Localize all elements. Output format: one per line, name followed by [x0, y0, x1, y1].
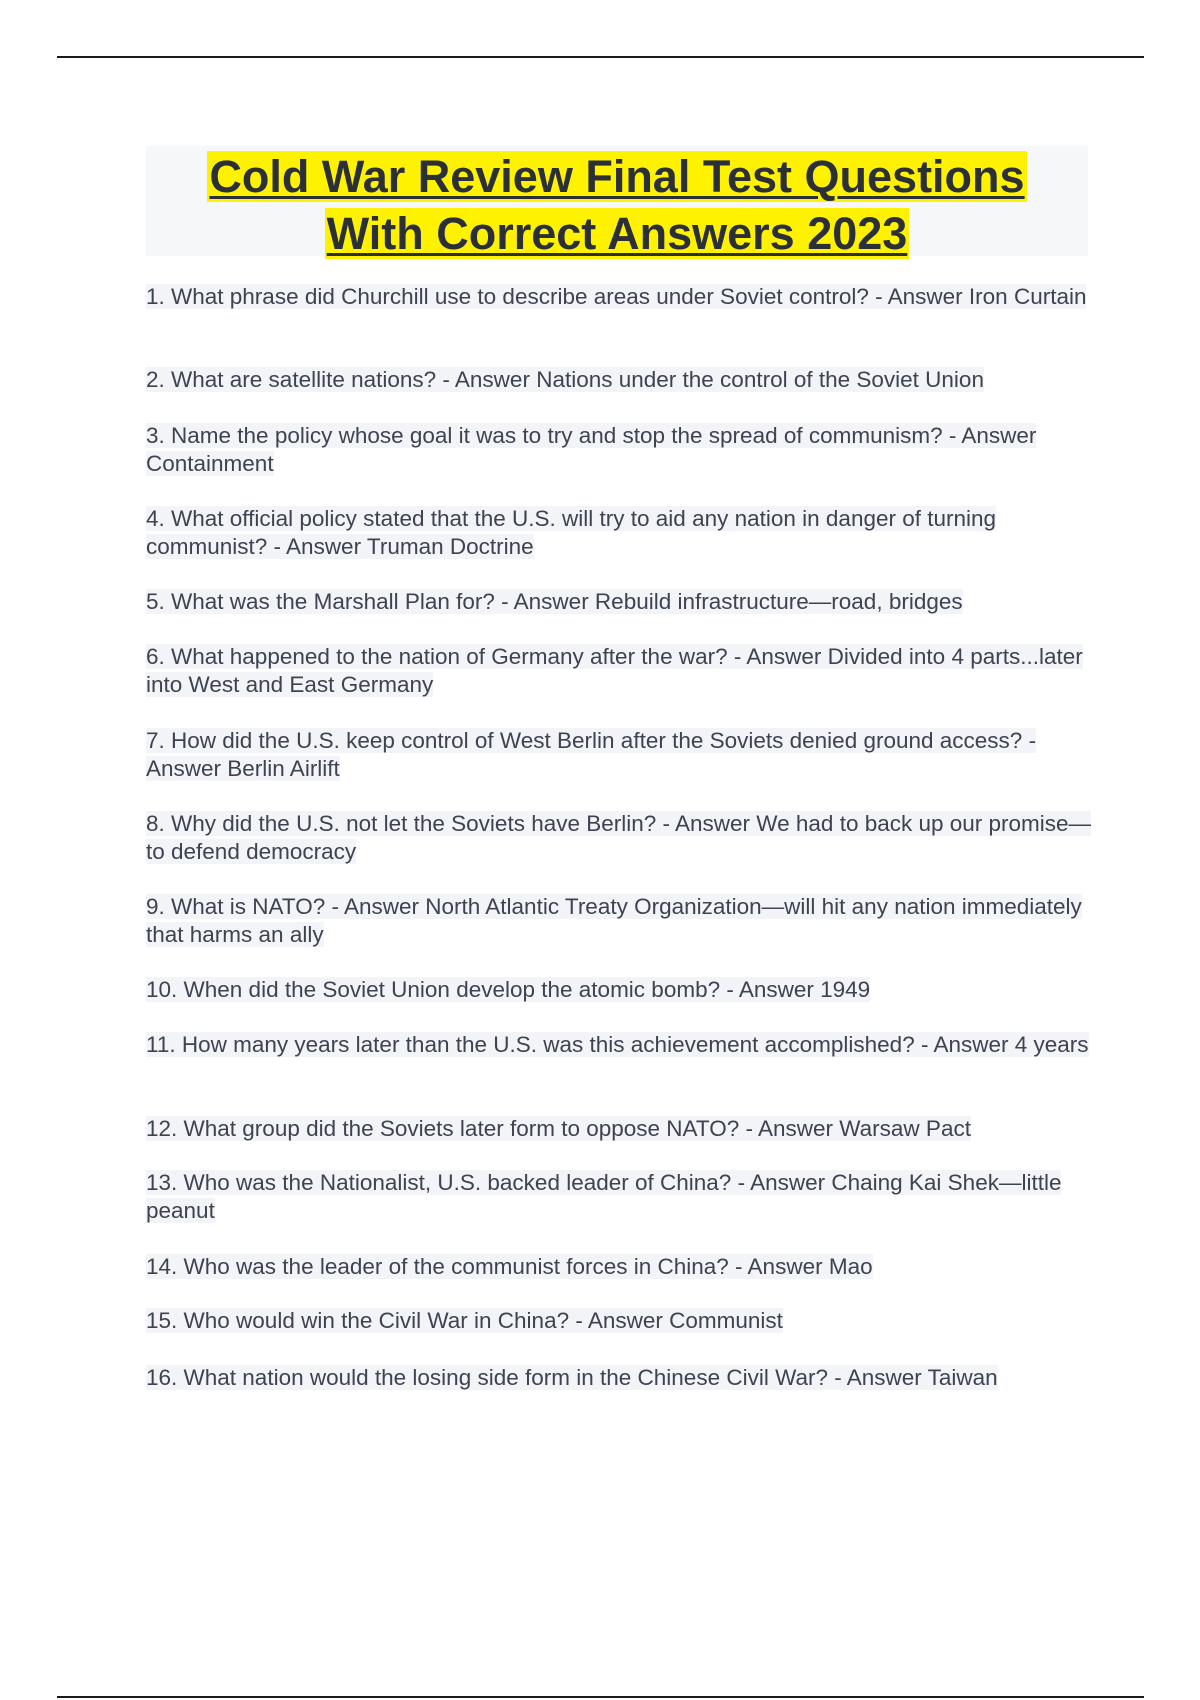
- question-item-14: 14. Who was the leader of the communist forces in China? - Answer Mao: [146, 1254, 873, 1279]
- title-line-2: With Correct Answers 2023: [326, 208, 908, 259]
- question-item-6: 6. What happened to the nation of Germany after the war? - Answer Divided into 4 parts...later into West and East Germany: [146, 644, 1083, 697]
- question-item-1: 1. What phrase did Churchill use to describe areas under Soviet control? - Answer Iron Curtain: [146, 284, 1087, 309]
- question-item-15: 15. Who would win the Civil War in China? - Answer Communist: [146, 1308, 783, 1333]
- question-item-8: 8. Why did the U.S. not let the Soviets have Berlin? - Answer We had to back up our promise—to defend democracy: [146, 811, 1092, 864]
- question-item-13: 13. Who was the Nationalist, U.S. backed leader of China? - Answer Chaing Kai Shek—little peanut: [146, 1170, 1062, 1223]
- question-item-12: 12. What group did the Soviets later form to oppose NATO? - Answer Warsaw Pact: [146, 1116, 971, 1141]
- question-item-2: 2. What are satellite nations? - Answer Nations under the control of the Soviet Union: [146, 367, 984, 392]
- question-item-5: 5. What was the Marshall Plan for? - Answer Rebuild infrastructure—road, bridges: [146, 589, 963, 614]
- title-line-1: Cold War Review Final Test Questions: [209, 151, 1025, 202]
- question-item-4: 4. What official policy stated that the U.S. will try to aid any nation in danger of turning communist? - Answer Truman Doctrine: [146, 506, 997, 559]
- question-item-11: 11. How many years later than the U.S. was this achievement accomplished? - Answer 4 years: [146, 1032, 1089, 1057]
- question-item-7: 7. How did the U.S. keep control of West Berlin after the Soviets denied ground access? - Answer Berlin Airlift: [146, 728, 1037, 781]
- question-item-16: 16. What nation would the losing side form in the Chinese Civil War? - Answer Taiwan: [146, 1365, 998, 1390]
- document-title: [146, 146, 1088, 262]
- question-item-9: 9. What is NATO? - Answer North Atlantic Treaty Organization—will hit any nation immediately that harms an ally: [146, 894, 1082, 947]
- title-block: [146, 146, 1088, 259]
- bottom-rule: [57, 1696, 1144, 1698]
- top-rule: [57, 56, 1144, 58]
- question-item-10: 10. When did the Soviet Union develop the atomic bomb? - Answer 1949: [146, 977, 871, 1002]
- question-item-3: 3. Name the policy whose goal it was to try and stop the spread of communism? - Answer Containment: [146, 423, 1037, 476]
